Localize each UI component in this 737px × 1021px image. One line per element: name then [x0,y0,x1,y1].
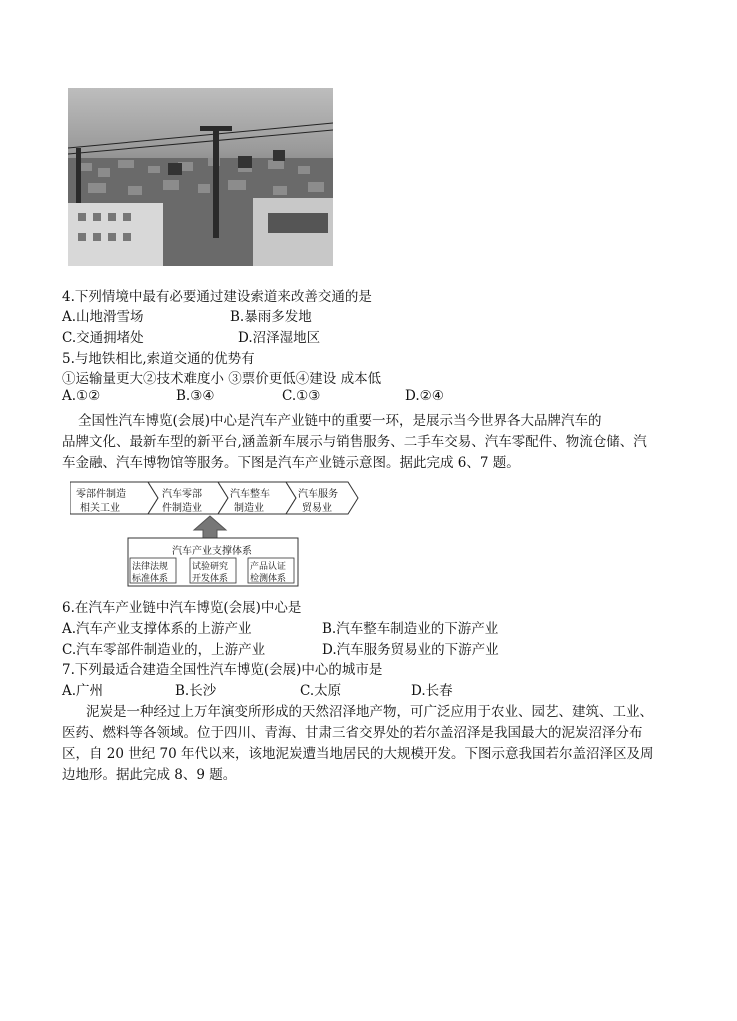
q4-option-c[interactable]: C.交通拥堵处 [62,330,144,346]
q5-items: ①运输量更大②技术难度小 ③票价更低④建设 成本低 [62,371,382,387]
chain-2-line1: 汽车零部 [162,489,202,500]
chain-3-line2: 制造业 [234,503,264,514]
q5-option-d[interactable]: D.②④ [405,388,444,404]
q7-stem: 7.下列最适合建造全国性汽车博览(会展)中心的城市是 [62,662,383,678]
q7-option-a[interactable]: A.广州 [62,683,104,699]
passage2-line4: 边地形。据此完成 8、9 题。 [62,767,237,783]
chain-4-line1: 汽车服务 [298,489,338,500]
support-1-line1: 法律法规 [132,562,169,572]
support-2-line1: 试验研究 [192,562,229,572]
q7-option-b[interactable]: B.长沙 [175,683,217,699]
q4-option-a[interactable]: A.山地滑雪场 [62,309,144,325]
q4-option-b[interactable]: B.暴雨多发地 [230,309,312,325]
chain-2-line2: 件制造业 [162,503,202,514]
q6-option-b[interactable]: B.汽车整车制造业的下游产业 [322,621,499,637]
support-3-line1: 产品认证 [250,562,287,572]
q6-option-d[interactable]: D.汽车服务贸易业的下游产业 [322,642,499,658]
q5-option-b[interactable]: B.③④ [176,388,215,404]
q7-option-c[interactable]: C.太原 [300,683,342,699]
q7-option-d[interactable]: D.长春 [411,683,453,699]
support-2-line2: 开发体系 [192,574,229,584]
passage1-line3: 车金融、汽车博物馆等服务。下图是汽车产业链示意图。据此完成 6、7 题。 [62,455,520,471]
support-3-line2: 检测体系 [250,574,287,584]
industry-chain-diagram [70,480,360,590]
chain-4-line2: 贸易业 [302,503,332,514]
q4-option-d[interactable]: D.沼泽湿地区 [238,330,321,346]
cable-car-city-photo [68,88,333,266]
passage1-line2: 品牌文化、最新车型的新平台,涵盖新车展示与销售服务、二手车交易、汽车零配件、物流仓储、汽 [62,434,647,450]
q6-stem: 6.在汽车产业链中汽车博览(会展)中心是 [62,600,302,616]
passage2-line3: 区，自 20 世纪 70 年代以来，该地泥炭遭当地居民的大规模开发。下图示意我国若尔盖沼泽区及周 [62,746,654,762]
chain-1-line1: 零部件制造 [76,489,126,500]
support-system-title: 汽车产业支撑体系 [172,546,252,557]
q5-stem: 5.与地铁相比,索道交通的优势有 [62,351,255,367]
q6-option-a[interactable]: A.汽车产业支撑体系的上游产业 [62,621,252,637]
support-1-line2: 标准体系 [132,574,169,584]
chain-1-line2: 相关工业 [80,503,120,514]
passage1-line1: 全国性汽车博览(会展)中心是汽车产业链中的重要一环，是展示当今世界各大品牌汽车的 [78,413,602,429]
q5-option-a[interactable]: A.①② [62,388,101,404]
passage2-line1: 泥炭是一种经过上万年演变所形成的天然沼泽地产物，可广泛应用于农业、园艺、建筑、工业、 [86,704,653,720]
chain-3-line1: 汽车整车 [230,489,270,500]
q6-option-c[interactable]: C.汽车零部件制造业的，上游产业 [62,642,266,658]
q4-stem: 4.下列情境中最有必要通过建设索道来改善交通的是 [62,289,372,305]
passage2-line2: 医药、燃料等各领域。位于四川、青海、甘肃三省交界处的若尔盖沼泽是我国最大的泥炭沼泽分布 [62,725,643,741]
q5-option-c[interactable]: C.①③ [282,388,321,404]
